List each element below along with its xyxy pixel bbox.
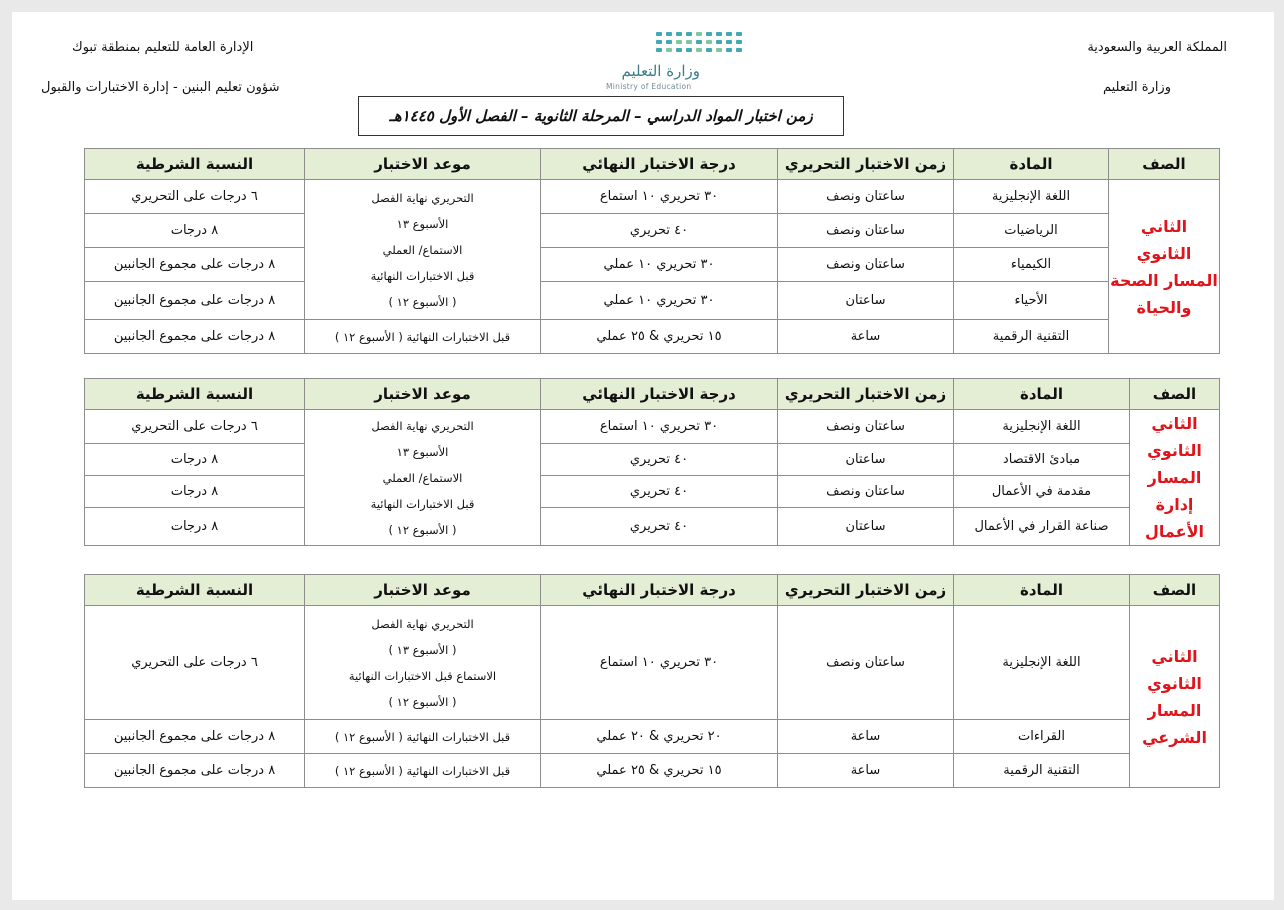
col-subject: المادة	[954, 149, 1109, 180]
header-directorate: الإدارة العامة للتعليم بمنطقة تبوك	[72, 40, 254, 55]
subject-cell: مقدمة في الأعمال	[954, 476, 1130, 508]
table-header-row	[85, 379, 1220, 410]
subject-cell: التقنية الرقمية	[954, 320, 1109, 354]
table-row	[85, 508, 1220, 546]
score-cell: ٣٠ تحريري ١٠ استماع	[541, 410, 778, 444]
col-grade: الصف	[1130, 379, 1220, 410]
duration-cell: ساعة	[778, 754, 954, 788]
subject-cell: القراءات	[954, 720, 1130, 754]
table-header-row	[85, 575, 1220, 606]
subject-cell: صناعة القرار في الأعمال	[954, 508, 1130, 546]
table-header-row	[85, 149, 1220, 180]
duration-cell: ساعتان ونصف	[778, 248, 954, 282]
percent-cell: ٦ درجات على التحريري	[85, 180, 305, 214]
document-title: زمن اختبار المواد الدراسي – المرحلة الثانوية – الفصل الأول ١٤٤٥هـ	[358, 96, 844, 136]
percent-cell: ٨ درجات على مجموع الجانبين	[85, 320, 305, 354]
percent-cell: ٨ درجات على مجموع الجانبين	[85, 754, 305, 788]
grade-cell: الثاني الثانوي المسار الصحة والحياة	[1109, 180, 1220, 354]
table-row	[85, 476, 1220, 508]
table-row	[85, 248, 1220, 282]
col-duration: زمن الاختبار التحريري	[778, 379, 954, 410]
col-subject: المادة	[954, 575, 1130, 606]
duration-cell: ساعتان ونصف	[778, 214, 954, 248]
table-row	[85, 282, 1220, 320]
score-cell: ٤٠ تحريري	[541, 508, 778, 546]
col-schedule: موعد الاختبار	[305, 149, 541, 180]
subject-cell: اللغة الإنجليزية	[954, 606, 1130, 720]
subject-cell: الأحياء	[954, 282, 1109, 320]
percent-cell: ٦ درجات على التحريري	[85, 410, 305, 444]
col-percent: النسبة الشرطية	[85, 575, 305, 606]
subject-cell: اللغة الإنجليزية	[954, 180, 1109, 214]
col-score: درجة الاختبار النهائي	[541, 575, 778, 606]
percent-cell: ٨ درجات على مجموع الجانبين	[85, 248, 305, 282]
col-subject: المادة	[954, 379, 1130, 410]
schedule-cell: التحريري نهاية الفصل الأسبوع ١٣ الاستماع/ العملي قبل الاختبارات النهائية ( الأسبوع ١٢ )	[305, 180, 541, 320]
exam-table-health	[84, 148, 1220, 354]
table-row	[85, 720, 1220, 754]
duration-cell: ساعتان	[778, 444, 954, 476]
exam-table-sharia	[84, 574, 1220, 788]
duration-cell: ساعتان	[778, 282, 954, 320]
duration-cell: ساعتان ونصف	[778, 476, 954, 508]
grade-cell: الثاني الثانوي المسار إدارة الأعمال	[1130, 410, 1220, 546]
score-cell: ٤٠ تحريري	[541, 214, 778, 248]
percent-cell: ٨ درجات	[85, 476, 305, 508]
duration-cell: ساعتان ونصف	[778, 180, 954, 214]
table-row	[85, 214, 1220, 248]
table-row	[85, 410, 1220, 444]
schedule-cell: قبل الاختبارات النهائية ( الأسبوع ١٢ )	[305, 320, 541, 354]
col-grade: الصف	[1109, 149, 1220, 180]
col-percent: النسبة الشرطية	[85, 379, 305, 410]
score-cell: ٣٠ تحريري ١٠ عملي	[541, 248, 778, 282]
subject-cell: الكيمياء	[954, 248, 1109, 282]
percent-cell: ٨ درجات	[85, 214, 305, 248]
exam-table-business	[84, 378, 1220, 546]
header-ministry: وزارة التعليم	[1102, 80, 1171, 95]
schedule-cell: التحريري نهاية الفصل ( الأسبوع ١٣ ) الاستماع قبل الاختبارات النهائية ( الأسبوع ١٢ )	[305, 606, 541, 720]
col-score: درجة الاختبار النهائي	[541, 379, 778, 410]
col-percent: النسبة الشرطية	[85, 149, 305, 180]
score-cell: ٣٠ تحريري ١٠ عملي	[541, 282, 778, 320]
schedule-cell: قبل الاختبارات النهائية ( الأسبوع ١٢ )	[305, 754, 541, 788]
col-score: درجة الاختبار النهائي	[541, 149, 778, 180]
schedule-cell: التحريري نهاية الفصل الأسبوع ١٣ الاستماع/ العملي قبل الاختبارات النهائية ( الأسبوع ١٢ )	[305, 410, 541, 546]
subject-cell: التقنية الرقمية	[954, 754, 1130, 788]
logo-dots-icon	[608, 30, 744, 66]
score-cell: ٣٠ تحريري ١٠ استماع	[541, 606, 778, 720]
table-row	[85, 320, 1220, 354]
percent-cell: ٨ درجات	[85, 444, 305, 476]
percent-cell: ٨ درجات على مجموع الجانبين	[85, 282, 305, 320]
score-cell: ٤٠ تحريري	[541, 476, 778, 508]
percent-cell: ٨ درجات على مجموع الجانبين	[85, 720, 305, 754]
duration-cell: ساعتان ونصف	[778, 410, 954, 444]
subject-cell: اللغة الإنجليزية	[954, 410, 1130, 444]
header-department: شؤون تعليم البنين - إدارة الاختبارات والقبول	[41, 80, 280, 95]
table-row	[85, 444, 1220, 476]
ministry-logo	[594, 28, 744, 96]
score-cell: ٢٠ تحريري & ٢٠ عملي	[541, 720, 778, 754]
table-row	[85, 606, 1220, 720]
percent-cell: ٨ درجات	[85, 508, 305, 546]
score-cell: ١٥ تحريري & ٢٥ عملي	[541, 754, 778, 788]
score-cell: ٣٠ تحريري ١٠ استماع	[541, 180, 778, 214]
logo-arabic-text: وزارة التعليم	[621, 62, 700, 80]
score-cell: ٤٠ تحريري	[541, 444, 778, 476]
subject-cell: مبادئ الاقتصاد	[954, 444, 1130, 476]
header-kingdom: المملكة العربية والسعودية	[1087, 40, 1227, 55]
duration-cell: ساعتان	[778, 508, 954, 546]
col-duration: زمن الاختبار التحريري	[778, 575, 954, 606]
col-schedule: موعد الاختبار	[305, 379, 541, 410]
table-row	[85, 754, 1220, 788]
col-grade: الصف	[1130, 575, 1220, 606]
duration-cell: ساعة	[778, 320, 954, 354]
percent-cell: ٦ درجات على التحريري	[85, 606, 305, 720]
grade-cell: الثاني الثانوي المسار الشرعي	[1130, 606, 1220, 788]
logo-english-text: Ministry of Education	[606, 82, 692, 91]
col-schedule: موعد الاختبار	[305, 575, 541, 606]
document-page	[12, 12, 1274, 900]
subject-cell: الرياضيات	[954, 214, 1109, 248]
score-cell: ١٥ تحريري & ٢٥ عملي	[541, 320, 778, 354]
col-duration: زمن الاختبار التحريري	[778, 149, 954, 180]
table-row	[85, 180, 1220, 214]
duration-cell: ساعة	[778, 720, 954, 754]
schedule-cell: قبل الاختبارات النهائية ( الأسبوع ١٢ )	[305, 720, 541, 754]
duration-cell: ساعتان ونصف	[778, 606, 954, 720]
